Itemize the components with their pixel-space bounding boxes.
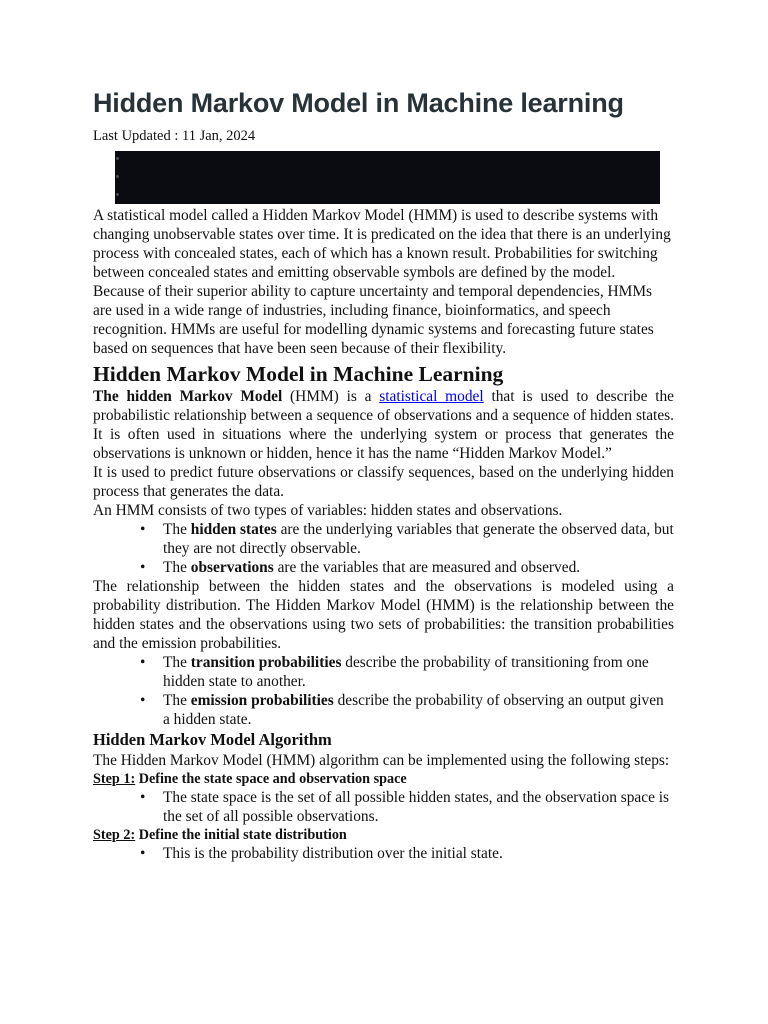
article-title: Hidden Markov Model in Machine learning [93,88,624,118]
step-1-heading: Step 1: Define the state space and observation space [93,771,407,787]
bullet-glyph: • [140,559,146,576]
step-2-list [93,844,674,863]
step-2-heading: Step 2: Define the initial state distribution [93,827,347,843]
list-item: • The emission probabilities describe the probability of observing an output given a hidden state. [140,692,664,728]
bullet-dot [116,175,119,178]
bullet-dot [116,157,119,160]
paragraph: The relationship between the hidden states and the observations is modeled using a probability distribution. The Hidden Markov Model (HMM) is the relationship between the hidden states and the observations using two sets of probabilities: the transition probabilities and the emission probabilities. [93,578,674,652]
list-item: • This is the probability distribution over the initial state. [140,845,503,862]
section-heading: Hidden Markov Model in Machine Learning [93,362,504,386]
paragraph: The Hidden Markov Model (HMM) algorithm can be implemented using the following steps: [93,752,670,769]
bullet-glyph: • [140,845,146,862]
bullet-glyph: • [140,521,146,538]
bullet-glyph: • [140,692,146,709]
bullet-glyph: • [140,654,146,671]
intro-paragraph: A statistical model called a Hidden Markov Model (HMM) is used to describe systems with changing unobservable states over time. It is predicated on the idea that there is an underlying process with concealed states, each of which has a known result. Probabilities for switching between concealed states and emitting observable symbols are defined by the model. [93,207,671,281]
subsection-heading: Hidden Markov Model Algorithm [93,730,332,749]
list-item: • The transition probabilities describe the probability of transitioning from one hidden state to another. [140,654,649,690]
list-item: • The observations are the variables that are measured and observed. [140,559,581,576]
bold-term: The hidden Markov Model [93,388,283,405]
statistical-model-link[interactable]: statistical model [379,388,484,405]
last-updated: Last Updated : 11 Jan, 2024 [93,128,256,144]
paragraph: An HMM consists of two types of variables: hidden states and observations. [93,502,563,519]
step-1-list [93,788,674,826]
bullet-glyph: • [140,789,146,806]
paragraph: It is used to predict future observations or classify sequences, based on the underlying hidden process that generates the data. [93,464,674,500]
redacted-block [115,151,660,204]
bullet-dot [116,193,119,196]
article-content [93,86,674,863]
intro-paragraph: Because of their superior ability to capture uncertainty and temporal dependencies, HMMs are used in a wide range of industries, including finance, bioinformatics, and speech recognition. HMMs are useful for modelling dynamic systems and forecasting future states based on sequences that have been seen because of their flexibility. [93,283,654,357]
list-item: • The hidden states are the underlying variables that generate the observed data, but they are not directly observable. [140,521,674,557]
definition-paragraph: The hidden Markov Model (HMM) is a statistical model that is used to describe the probabilistic relationship between a sequence of observations and a sequence of hidden states. It is often used in situations where the underlying system or process that generates the observations is unknown or hidden, hence it has the name “Hidden Markov Model.” [93,388,674,462]
variable-types-list [93,520,674,577]
list-item: • The state space is the set of all possible hidden states, and the observation space is the set of all possible observations. [140,789,670,825]
probabilities-list [93,653,674,729]
